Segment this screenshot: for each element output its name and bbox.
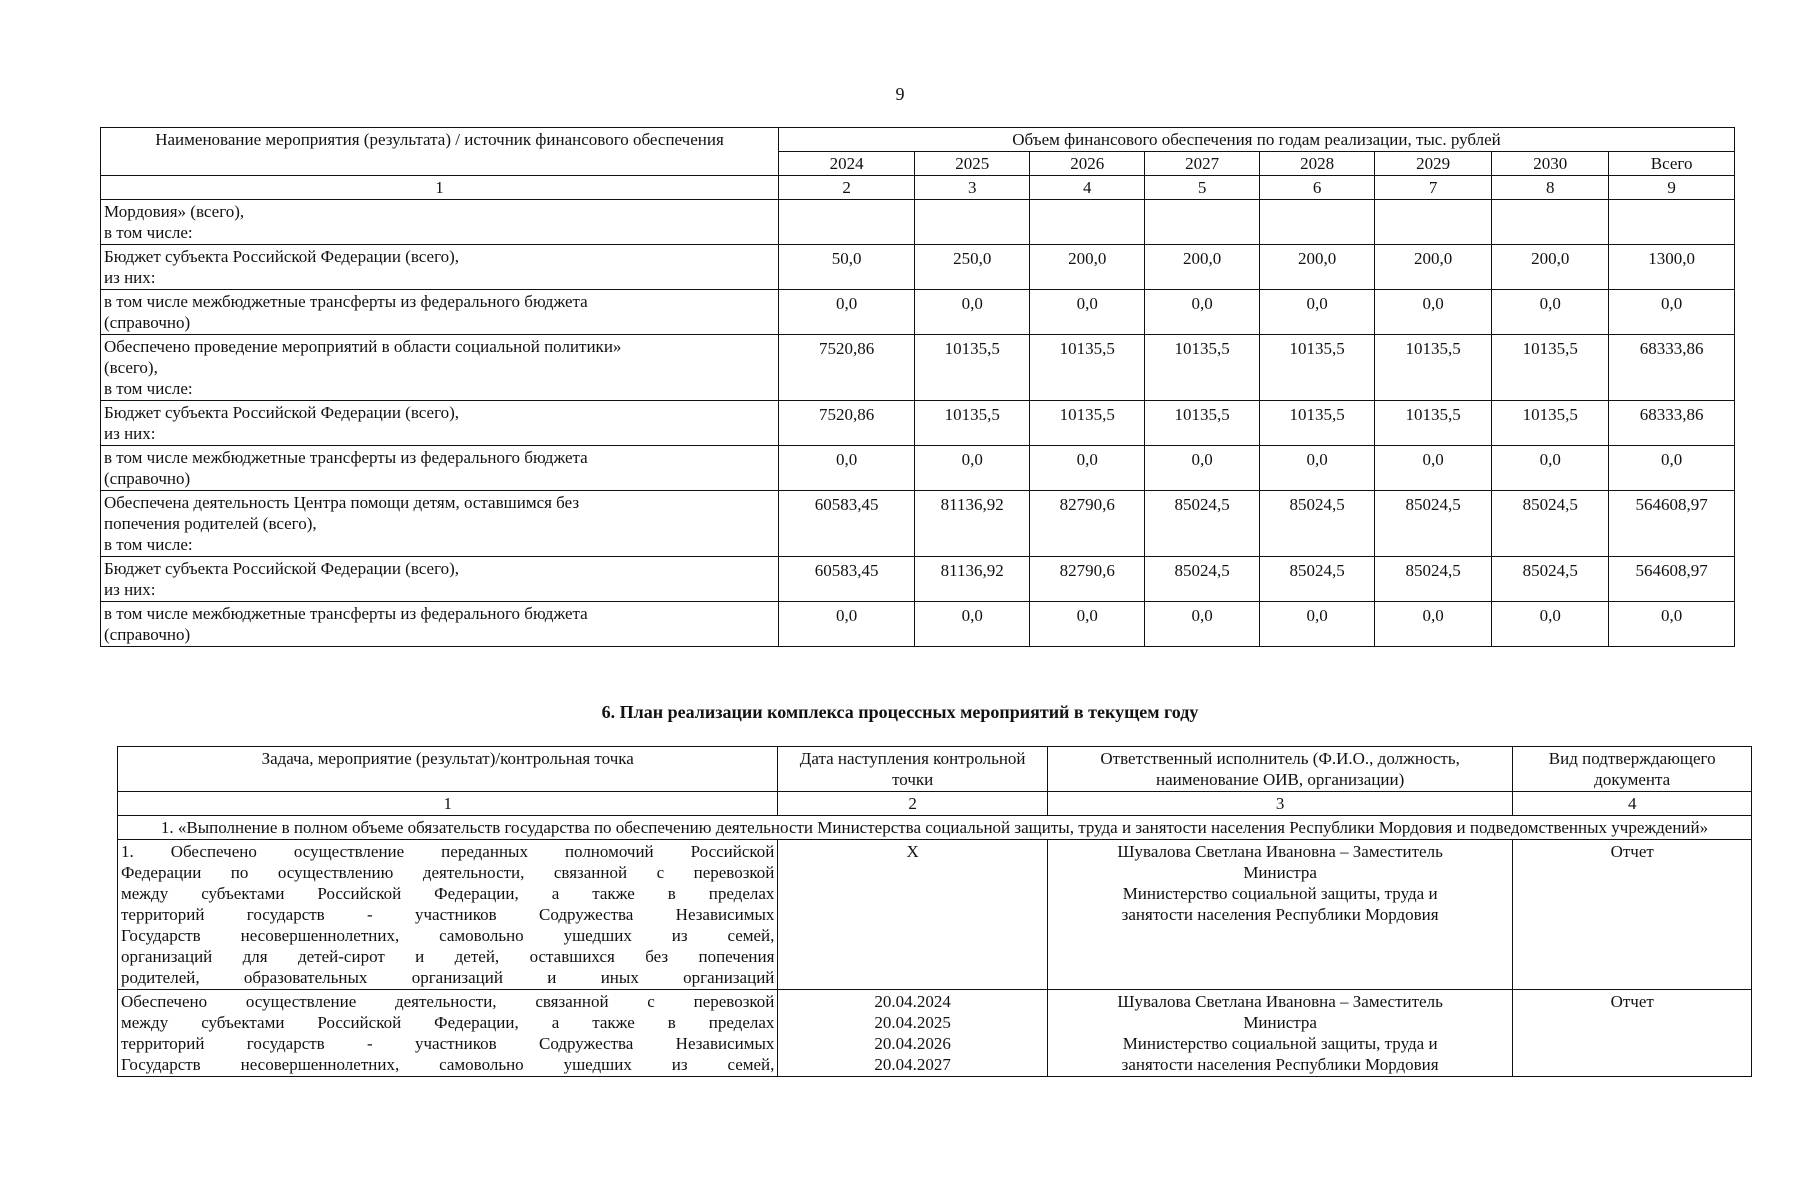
year-value: 10135,5 (1492, 335, 1609, 401)
date-line: X (906, 842, 919, 861)
date-line: 20.04.2026 (874, 1034, 951, 1053)
row-name-line: в том числе межбюджетные трансферты из федерального бюджета (104, 448, 588, 467)
row-name-line: из них: (104, 424, 156, 443)
row-name-line: в том числе: (104, 223, 193, 242)
page-number: 9 (895, 84, 905, 104)
financing-row (101, 446, 1735, 491)
row-name (101, 491, 779, 557)
year-header: 2027 (1145, 152, 1260, 176)
year-value: 0,0 (1145, 446, 1260, 491)
executor-line: Министерство социальной защиты, труда и (1122, 884, 1438, 903)
year-value (1492, 200, 1609, 245)
task-heading-row (118, 816, 1752, 840)
total-value: 0,0 (1609, 290, 1735, 335)
plan-table (117, 746, 1752, 1077)
year-header: 2028 (1260, 152, 1375, 176)
year-header: 2029 (1375, 152, 1492, 176)
year-value: 0,0 (1375, 602, 1492, 647)
year-value: 0,0 (1145, 290, 1260, 335)
executor-line: Шувалова Светлана Ивановна – Заместитель (1117, 992, 1443, 1011)
year-value (1145, 200, 1260, 245)
row-name (101, 290, 779, 335)
date-line: 20.04.2025 (874, 1013, 951, 1032)
section-title: 6. План реализации комплекса процессных мероприятий в текущем году (601, 702, 1199, 722)
total-value: 1300,0 (1609, 245, 1735, 290)
row-name-line: Бюджет субъекта Российской Федерации (всего), (104, 403, 460, 422)
executor-line: Министра (1243, 863, 1317, 882)
column-number: 1 (118, 792, 778, 816)
date-line: 20.04.2024 (874, 992, 951, 1011)
year-value: 85024,5 (1260, 491, 1375, 557)
year-value: 10135,5 (915, 335, 1030, 401)
row-name (101, 557, 779, 602)
year-value: 10135,5 (1375, 401, 1492, 446)
column-number: 9 (1609, 176, 1735, 200)
executor-line: занятости населения Республики Мордовия (1121, 1055, 1439, 1074)
row-name-line: Мордовия» (всего), (104, 202, 245, 221)
year-value: 0,0 (1030, 290, 1145, 335)
year-value: 60583,45 (779, 491, 915, 557)
year-value: 82790,6 (1030, 557, 1145, 602)
row-name (101, 446, 779, 491)
total-value: 68333,86 (1609, 401, 1735, 446)
task-line: организаций для детей-сирот и детей, оставшихся без попечения (121, 947, 775, 966)
executor-cell (1047, 840, 1512, 990)
year-header: 2030 (1492, 152, 1609, 176)
column-number: 6 (1260, 176, 1375, 200)
year-value: 10135,5 (1145, 401, 1260, 446)
year-value: 10135,5 (1260, 335, 1375, 401)
task-line: родителей, образовательных организаций и иных организаций (121, 968, 775, 987)
year-value: 200,0 (1375, 245, 1492, 290)
task-line: территорий государств - участников Содружества Независимых (121, 905, 775, 924)
year-value: 0,0 (1260, 290, 1375, 335)
column-number: 4 (1513, 792, 1752, 816)
year-value: 50,0 (779, 245, 915, 290)
row-name-line: (всего), (104, 358, 158, 377)
financing-row (101, 290, 1735, 335)
task-line: Государств несовершеннолетних, самовольно ушедших из семей, (121, 1055, 775, 1074)
row-name-line: в том числе: (104, 535, 193, 554)
year-value: 200,0 (1260, 245, 1375, 290)
row-name (101, 602, 779, 647)
row-name-line: попечения родителей (всего), (104, 514, 317, 533)
task-line: между субъектами Российской Федерации, а также в пределах (121, 884, 775, 903)
task-line: 1. Обеспечено осуществление переданных полномочий Российской (121, 842, 775, 861)
total-value (1609, 200, 1735, 245)
year-value: 200,0 (1145, 245, 1260, 290)
year-value: 0,0 (1375, 446, 1492, 491)
year-value: 0,0 (915, 602, 1030, 647)
column-number: 5 (1145, 176, 1260, 200)
year-value: 0,0 (1492, 602, 1609, 647)
column-number-row (101, 176, 1735, 200)
column-number: 3 (915, 176, 1030, 200)
year-value: 7520,86 (779, 401, 915, 446)
column-number: 3 (1047, 792, 1512, 816)
column-number: 7 (1375, 176, 1492, 200)
executor-line: занятости населения Республики Мордовия (1121, 905, 1439, 924)
year-value: 10135,5 (915, 401, 1030, 446)
row-name-line: в том числе: (104, 379, 193, 398)
date-cell (778, 840, 1047, 990)
executor-line: Министерство социальной защиты, труда и (1122, 1034, 1438, 1053)
year-value (1030, 200, 1145, 245)
year-value: 250,0 (915, 245, 1030, 290)
year-value: 85024,5 (1492, 491, 1609, 557)
plan-row (118, 840, 1752, 990)
task-line: Обеспечено осуществление деятельности, связанной с перевозкой (121, 992, 775, 1011)
year-value: 10135,5 (1375, 335, 1492, 401)
year-value: 10135,5 (1260, 401, 1375, 446)
row-name (101, 335, 779, 401)
column-number: 2 (779, 176, 915, 200)
year-value: 0,0 (1375, 290, 1492, 335)
year-value: 0,0 (779, 602, 915, 647)
year-header: 2026 (1030, 152, 1145, 176)
financing-row (101, 200, 1735, 245)
year-value: 0,0 (1260, 446, 1375, 491)
task-line: Федерации по осуществлению деятельности, связанной с перевозкой (121, 863, 775, 882)
year-value: 10135,5 (1492, 401, 1609, 446)
row-name-line: Обеспечено проведение мероприятий в области социальной политики» (104, 337, 622, 356)
row-name-line: (справочно) (104, 313, 191, 332)
header-date: Дата наступления контрольной точки (778, 747, 1047, 792)
financing-row (101, 335, 1735, 401)
financing-row (101, 491, 1735, 557)
year-value: 0,0 (1145, 602, 1260, 647)
year-value: 200,0 (1030, 245, 1145, 290)
document-cell: Отчет (1513, 990, 1752, 1077)
executor-cell (1047, 990, 1512, 1077)
row-name (101, 200, 779, 245)
total-value: 68333,86 (1609, 335, 1735, 401)
plan-row (118, 990, 1752, 1077)
task-line: Государств несовершеннолетних, самовольно ушедших из семей, (121, 926, 775, 945)
year-value: 0,0 (1492, 446, 1609, 491)
financing-row (101, 557, 1735, 602)
column-number: 4 (1030, 176, 1145, 200)
year-value: 85024,5 (1145, 557, 1260, 602)
row-name-line: в том числе межбюджетные трансферты из федерального бюджета (104, 292, 588, 311)
executor-line: Шувалова Светлана Ивановна – Заместитель (1117, 842, 1443, 861)
year-value: 10135,5 (1030, 401, 1145, 446)
total-value: 564608,97 (1609, 491, 1735, 557)
financing-row (101, 401, 1735, 446)
total-value: 564608,97 (1609, 557, 1735, 602)
document-cell: Отчет (1513, 840, 1752, 990)
year-value: 0,0 (779, 290, 915, 335)
row-name-line: (справочно) (104, 469, 191, 488)
year-value: 0,0 (915, 290, 1030, 335)
year-value: 0,0 (915, 446, 1030, 491)
year-value: 10135,5 (1030, 335, 1145, 401)
year-value: 81136,92 (915, 491, 1030, 557)
year-value (779, 200, 915, 245)
row-name (101, 401, 779, 446)
year-value (1260, 200, 1375, 245)
year-value: 85024,5 (1375, 557, 1492, 602)
header-executor: Ответственный исполнитель (Ф.И.О., должность, наименование ОИВ, организации) (1047, 747, 1512, 792)
year-value: 0,0 (1492, 290, 1609, 335)
row-name (101, 245, 779, 290)
year-value: 7520,86 (779, 335, 915, 401)
row-name-line: Бюджет субъекта Российской Федерации (всего), (104, 247, 460, 266)
column-number: 2 (778, 792, 1047, 816)
date-cell (778, 990, 1047, 1077)
year-value (1375, 200, 1492, 245)
year-value: 85024,5 (1145, 491, 1260, 557)
year-value: 0,0 (1030, 446, 1145, 491)
year-value: 85024,5 (1260, 557, 1375, 602)
year-value: 0,0 (1260, 602, 1375, 647)
year-value: 0,0 (1030, 602, 1145, 647)
year-value: 85024,5 (1375, 491, 1492, 557)
column-number-row (118, 792, 1752, 816)
header-task: Задача, мероприятие (результат)/контрольная точка (118, 747, 778, 792)
column-number: 8 (1492, 176, 1609, 200)
task-line: территорий государств - участников Содружества Независимых (121, 1034, 775, 1053)
total-value: 0,0 (1609, 446, 1735, 491)
year-header: 2025 (915, 152, 1030, 176)
row-name-line: из них: (104, 268, 156, 287)
column-number: 1 (101, 176, 779, 200)
task-heading: 1. «Выполнение в полном объеме обязательств государства по обеспечению деятельности Министерства социальной защиты, труда и занятости населения Республики Мордовия и подведомственных учреждений» (118, 816, 1752, 840)
row-name-line: из них: (104, 580, 156, 599)
task-line: между субъектами Российской Федерации, а также в пределах (121, 1013, 775, 1032)
year-value: 200,0 (1492, 245, 1609, 290)
task-cell (118, 840, 778, 990)
year-value: 82790,6 (1030, 491, 1145, 557)
task-cell (118, 990, 778, 1077)
year-value: 85024,5 (1492, 557, 1609, 602)
year-value: 81136,92 (915, 557, 1030, 602)
row-name-line: в том числе межбюджетные трансферты из федерального бюджета (104, 604, 588, 623)
year-value: 0,0 (779, 446, 915, 491)
year-value: 10135,5 (1145, 335, 1260, 401)
header-document: Вид подтверждающего документа (1513, 747, 1752, 792)
date-line: 20.04.2027 (874, 1055, 951, 1074)
row-name-line: Бюджет субъекта Российской Федерации (всего), (104, 559, 460, 578)
row-name-line: (справочно) (104, 625, 191, 644)
executor-line: Министра (1243, 1013, 1317, 1032)
year-header: 2024 (779, 152, 915, 176)
total-value: 0,0 (1609, 602, 1735, 647)
row-name-line: Обеспечена деятельность Центра помощи детям, оставшимся без (104, 493, 580, 512)
year-value: 60583,45 (779, 557, 915, 602)
financing-row (101, 602, 1735, 647)
total-header: Всего (1609, 152, 1735, 176)
financing-row (101, 245, 1735, 290)
financing-table (100, 127, 1735, 647)
year-value (915, 200, 1030, 245)
header-volume: Объем финансового обеспечения по годам реализации, тыс. рублей (779, 128, 1735, 152)
header-name: Наименование мероприятия (результата) / источник финансового обеспечения (101, 128, 779, 176)
